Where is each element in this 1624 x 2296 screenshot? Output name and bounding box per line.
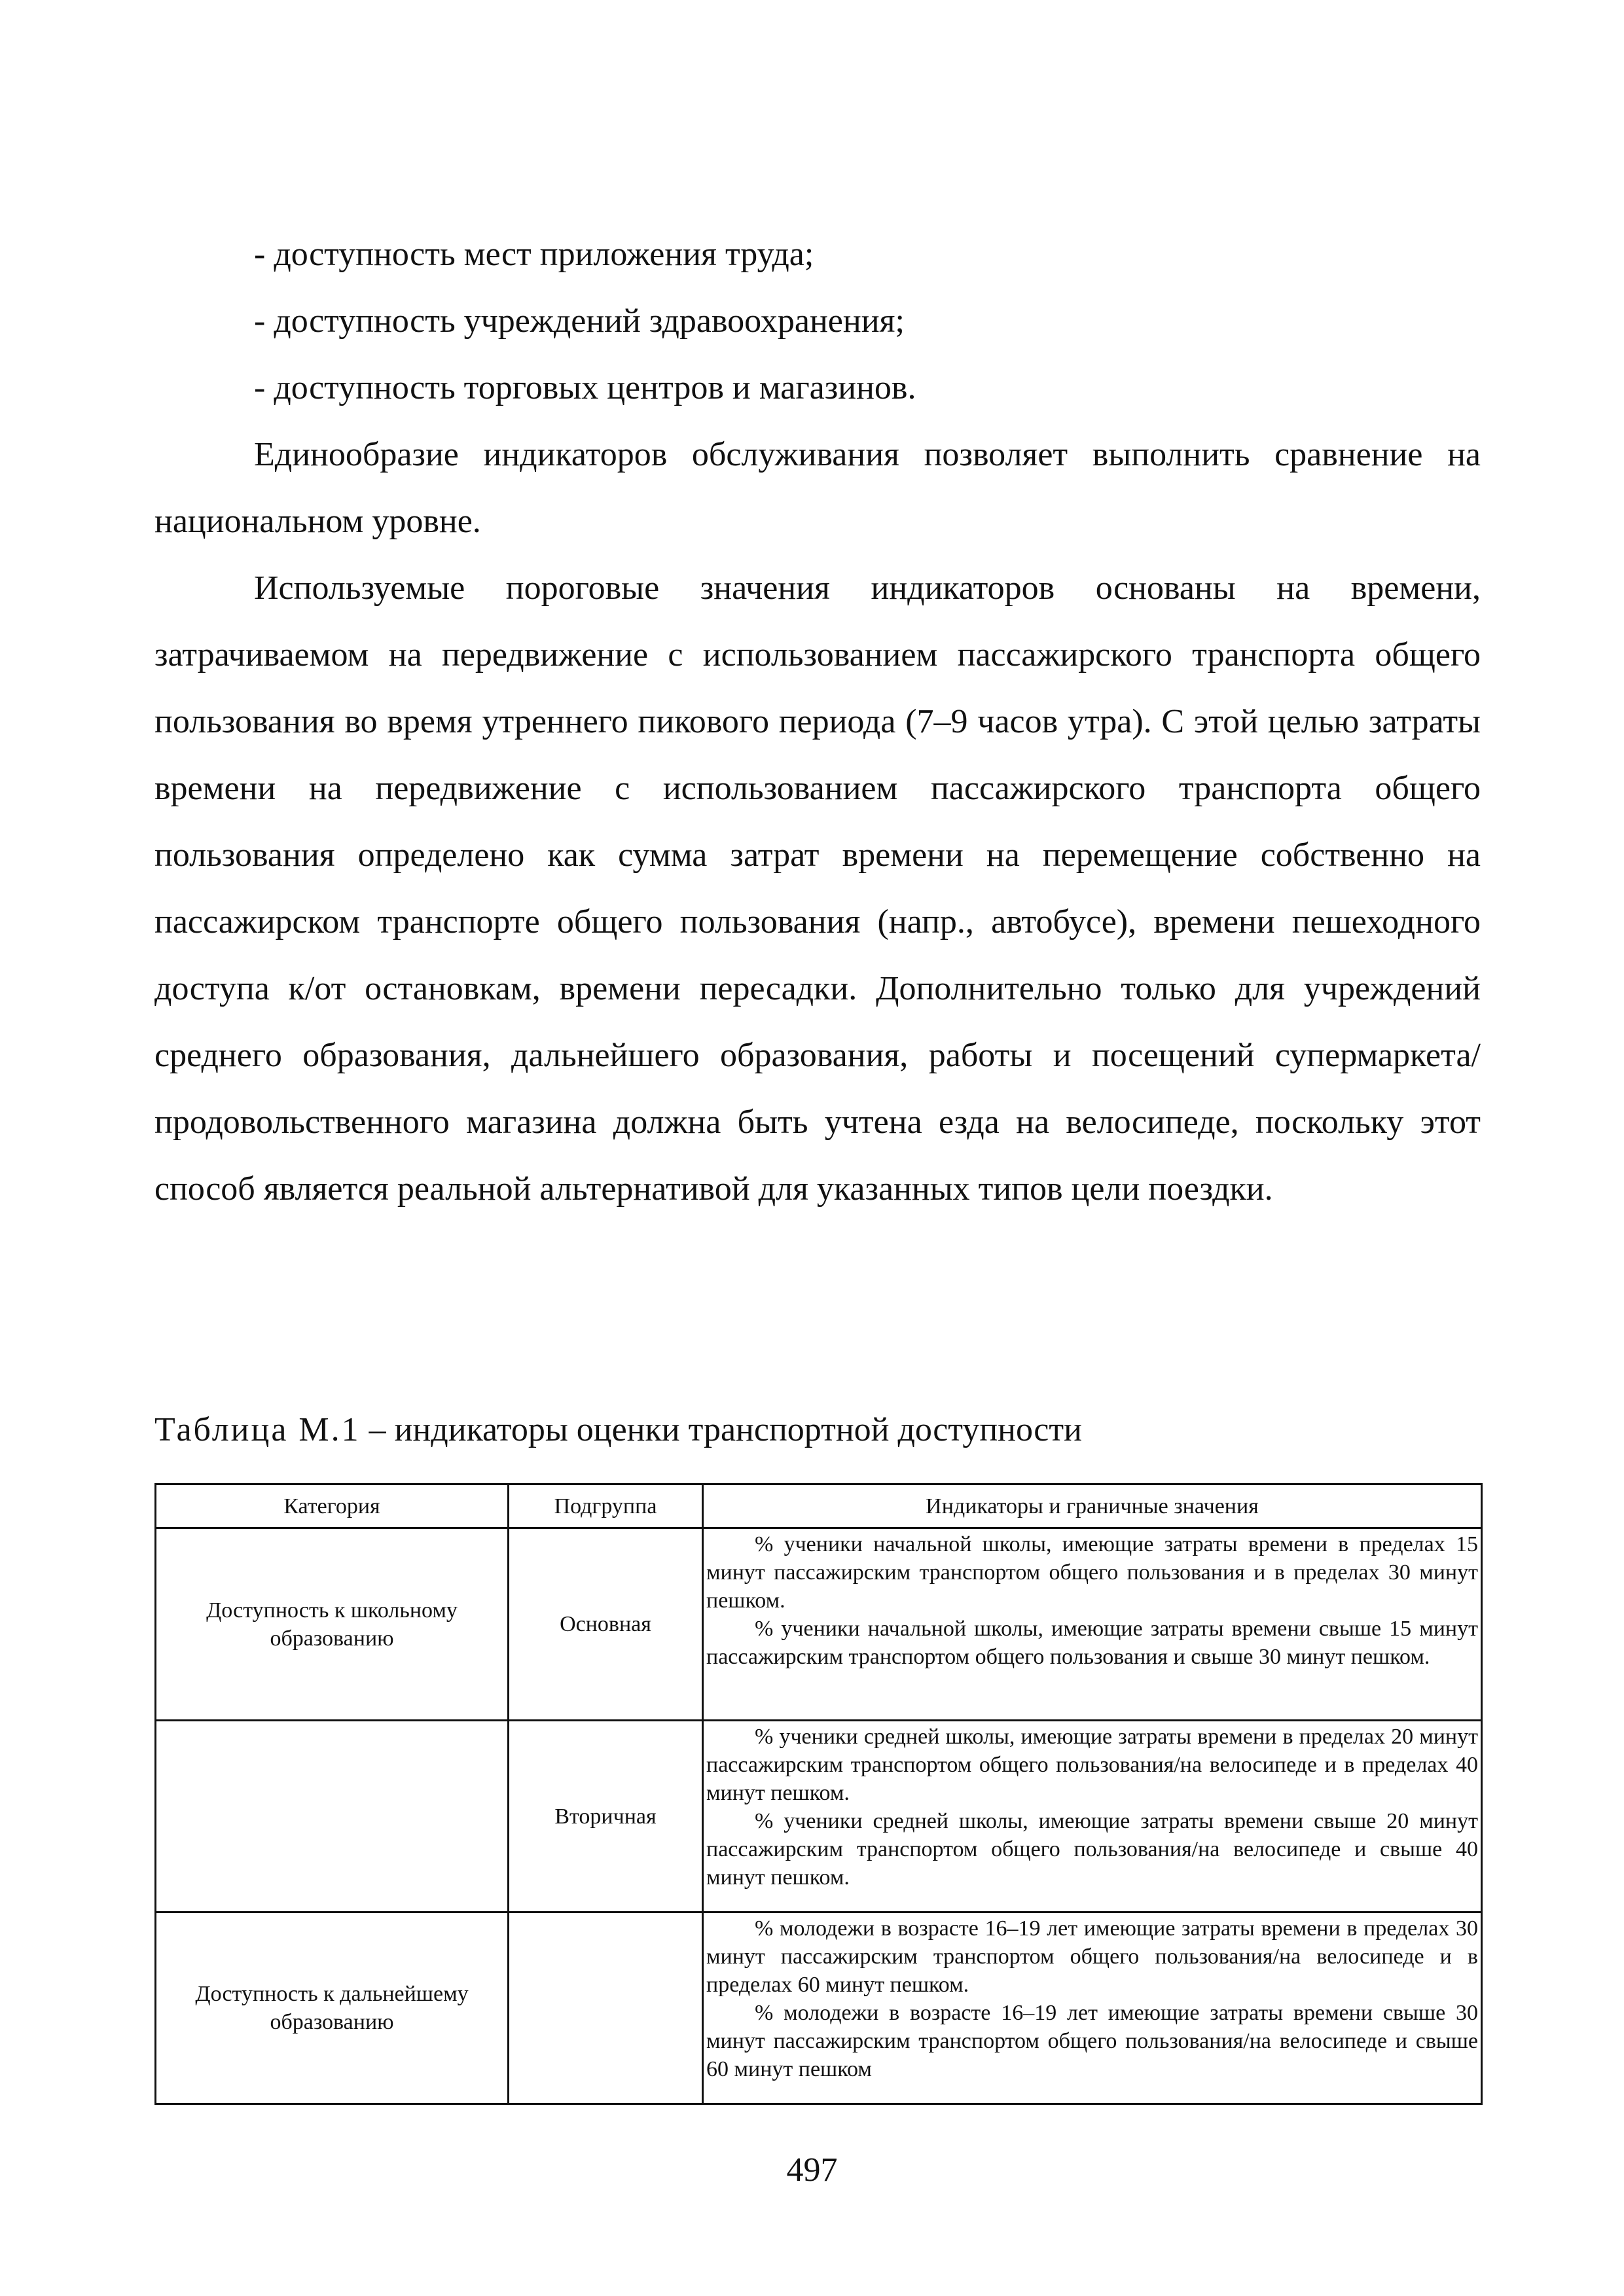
table-header-row: [156, 1484, 1482, 1528]
subgroup-cell: Основная: [509, 1528, 703, 1721]
indicator-text: % ученики начальной школы, имеющие затраты времени свыше 15 минут пассажирским транспортом общего пользования и свыше 30 минут пешком.: [706, 1617, 1478, 1669]
indicator-text: % ученики начальной школы, имеющие затраты времени в пределах 15 минут пассажирским транспортом общего пользования и в пределах 30 минут пешком.: [706, 1532, 1478, 1613]
list-item: - доступность торговых центров и магазинов.: [254, 369, 916, 406]
paragraph: Единообразие индикаторов обслуживания позволяет выполнить сравнение на национальном уровне.: [154, 436, 1481, 540]
table-row: [156, 1912, 1482, 2104]
header-category: Категория: [156, 1484, 509, 1528]
category-cell: [156, 1721, 509, 1912]
page-number: 497: [786, 2151, 838, 2189]
table-caption: [154, 1407, 1082, 1453]
table-caption-label: Таблица М.1: [154, 1411, 361, 1448]
body-text: [154, 221, 1481, 1223]
header-indicators: Индикаторы и граничные значения: [703, 1484, 1482, 1528]
list-item: - доступность мест приложения труда;: [254, 236, 814, 273]
header-subgroup: Подгруппа: [509, 1484, 703, 1528]
category-cell: Доступность к школьному образованию: [156, 1528, 509, 1721]
table-row: [156, 1721, 1482, 1912]
paragraph: Используемые пороговые значения индикаторов основаны на времени, затрачиваемом на передвижение с использованием пассажирского транспорта общего пользования во время утреннего пикового периода (7–9 часов утра). С этой целью затраты времени на передвижение с использованием пассажирского транспорта общего пользования определено как сумма затрат времени на перемещение собственно на пассажирском транспорте общего пользования (напр., автобусе), времени пешеходного доступа к/от остановкам, времени пересадки. Дополнительно только для учреждений среднего образования, дальнейшего образования, работы и посещений супермаркета/продовольственного магазина должна быть учтена езда на велосипеде, поскольку этот способ является реальной альтернативой для указанных типов цели поездки.: [154, 569, 1481, 1208]
indicators-cell: [703, 1721, 1482, 1912]
indicator-text: % молодежи в возрасте 16–19 лет имеющие затраты времени в пределах 30 минут пассажирским транспортом общего пользования/на велосипеде и в пределах 60 минут пешком.: [706, 1916, 1478, 1997]
table-caption-text: – индикаторы оценки транспортной доступности: [360, 1411, 1082, 1448]
indicators-table: [154, 1483, 1483, 2105]
indicator-text: % молодежи в возрасте 16–19 лет имеющие затраты времени свыше 30 минут пассажирским транспортом общего пользования/на велосипеде и свыше 60 минут пешком: [706, 2001, 1478, 2081]
indicators-cell: [703, 1912, 1482, 2104]
indicator-text: % ученики средней школы, имеющие затраты времени свыше 20 минут пассажирским транспортом общего пользования/на велосипеде и свыше 40 минут пешком.: [706, 1809, 1478, 1890]
list-item: - доступность учреждений здравоохранения;: [254, 302, 905, 340]
indicator-text: % ученики средней школы, имеющие затраты времени в пределах 20 минут пассажирским транспортом общего пользования/на велосипеде и в пределах 40 минут пешком.: [706, 1725, 1478, 1805]
subgroup-cell: [509, 1912, 703, 2104]
subgroup-cell: Вторичная: [509, 1721, 703, 1912]
indicators-cell: [703, 1528, 1482, 1721]
category-cell: Доступность к дальнейшему образованию: [156, 1912, 509, 2104]
table-row: [156, 1528, 1482, 1721]
